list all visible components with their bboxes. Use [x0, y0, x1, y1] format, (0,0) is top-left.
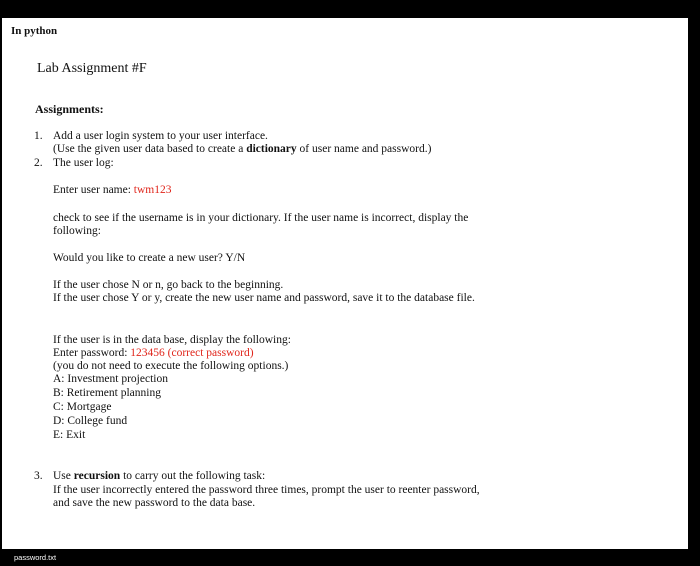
item-1-number: 1.	[34, 130, 43, 142]
if-n-line: If the user chose N or n, go back to the beginning.	[53, 279, 284, 291]
username-prompt: Enter user name: twm123	[53, 184, 172, 196]
item-3-line-1: Use recursion to carry out the following task:	[53, 470, 266, 482]
option-a: A: Investment projection	[53, 373, 168, 385]
item-3-line-3: and save the new password to the data base.	[53, 497, 256, 509]
item-3-line-2: If the user incorrectly entered the password three times, prompt the user to reenter password,	[53, 484, 480, 496]
new-user-prompt: Would you like to create a new user? Y/N	[53, 252, 246, 264]
in-db-line: If the user is in the data base, display the following:	[53, 334, 291, 346]
username-value: twm123	[133, 184, 172, 196]
if-y-line: If the user chose Y or y, create the new user name and password, save it to the database file.	[53, 292, 475, 304]
lab-title: Lab Assignment #F	[37, 61, 147, 76]
header-note: In python	[11, 25, 58, 37]
check-line-2: following:	[53, 225, 101, 237]
dictionary-keyword: dictionary	[246, 143, 297, 155]
option-b: B: Retirement planning	[53, 387, 161, 399]
options-note: (you do not need to execute the following options.)	[53, 360, 289, 372]
recursion-keyword: recursion	[73, 470, 121, 482]
item-1-line-2: (Use the given user data based to create a dictionary of user name and password.)	[53, 143, 432, 155]
option-e: E: Exit	[53, 429, 86, 441]
item-1-line-1: Add a user login system to your user interface.	[53, 130, 268, 142]
section-heading: Assignments:	[35, 102, 104, 116]
footer-filename[interactable]: password.txt	[14, 553, 57, 562]
item-2-number: 2.	[34, 157, 43, 169]
check-line-1: check to see if the username is in your dictionary. If the user name is incorrect, display the	[53, 212, 469, 224]
option-d: D: College fund	[53, 415, 128, 427]
item-2-label: The user log:	[53, 157, 114, 169]
footer-bar	[0, 549, 700, 566]
option-c: C: Mortgage	[53, 401, 112, 413]
password-prompt: Enter password: 123456 (correct password)	[53, 347, 254, 359]
item-3-number: 3.	[34, 470, 43, 482]
password-value: 123456 (correct password)	[130, 347, 254, 359]
